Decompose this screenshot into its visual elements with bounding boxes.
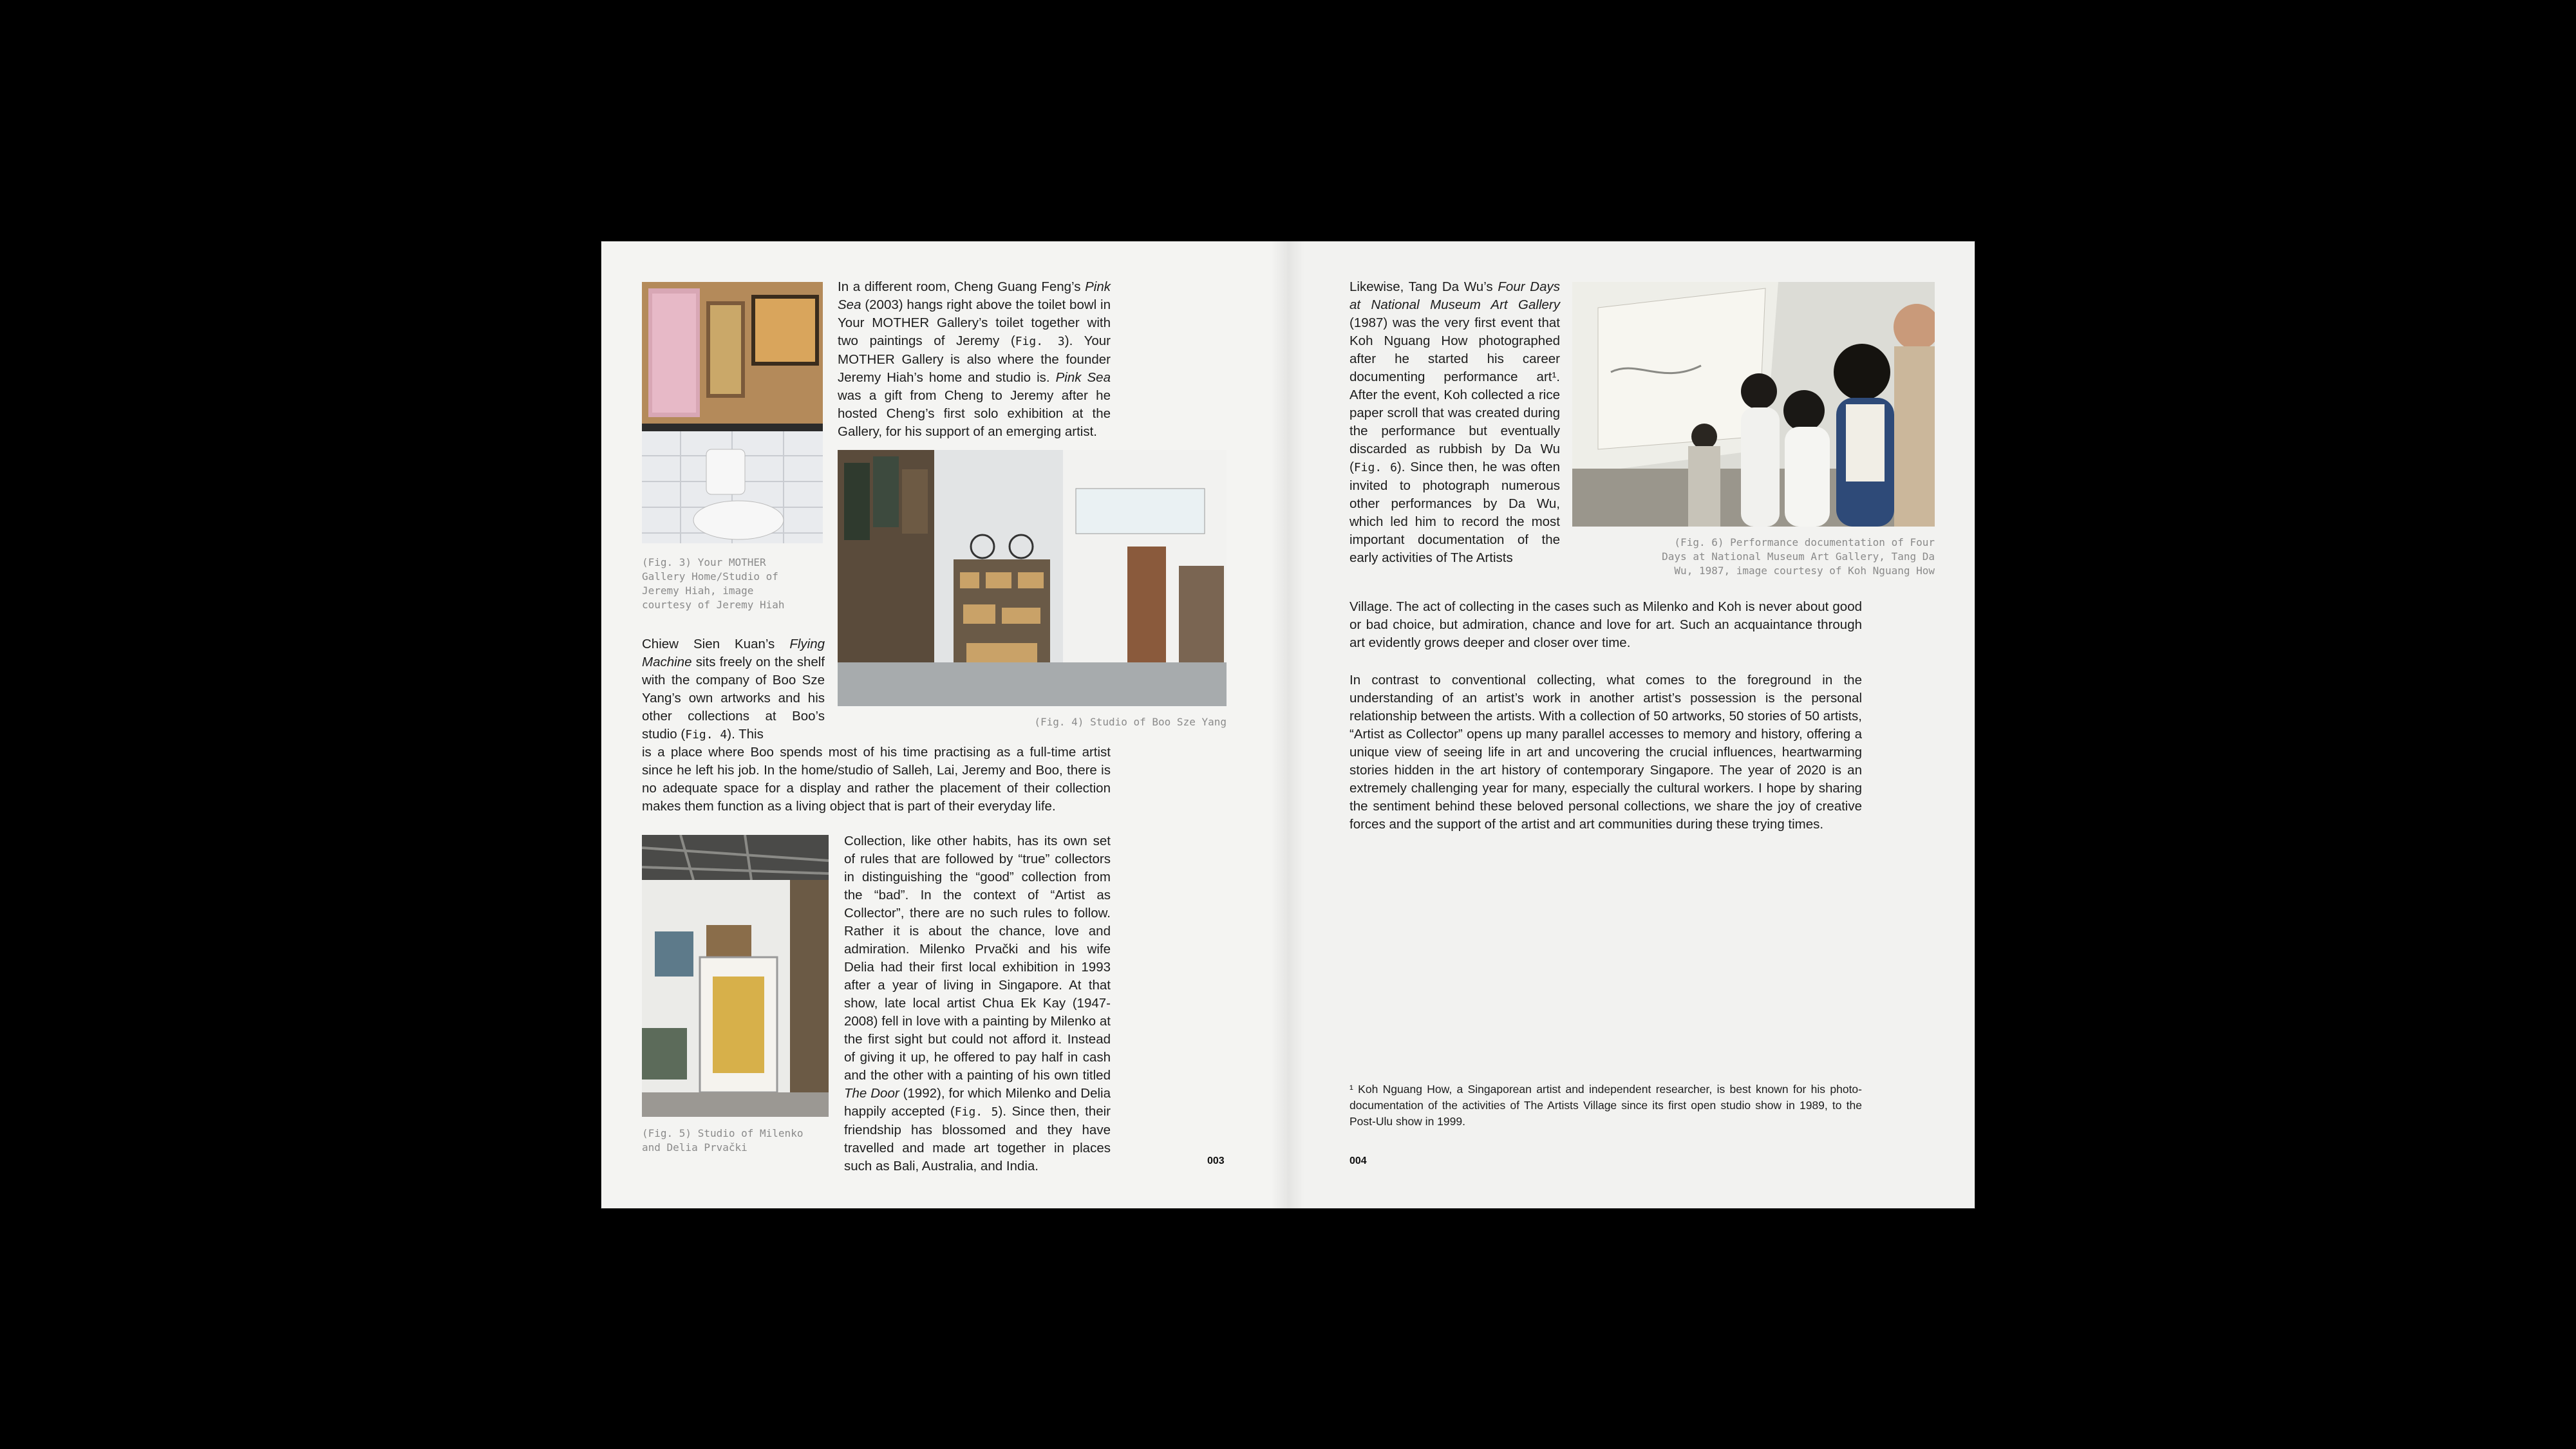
fig6-photo [1572,282,1935,527]
book-spread [601,241,1975,1208]
footnote: ¹ Koh Nguang How, a Singaporean artist and independent researcher, is best known for his photo-documentation of the activities of The Artists Village since its first open studio show in 1989, to the Post-Ulu show in 1999. [1349,1083,1862,1128]
left-page [601,241,1288,1208]
fig3-caption: (Fig. 3) Your MOTHER Gallery Home/Studio of Jeremy Hiah, image courtesy of Jeremy Hiah [642,556,785,611]
left-paragraph-1: In a different room, Cheng Guang Feng’s Pink Sea (2003) hangs right above the toilet bowl in Your MOTHER Gallery’s toilet together with two paintings of Jeremy (Fig. 3). Your MOTHER Gallery is also where the founder Jeremy Hiah’s home and studio is. Pink Sea was a gift from Cheng to Jeremy after he hosted Cheng’s first solo exhibition at the Gallery, for his support of an emerging artist. [838,279,1111,439]
fig5-caption: (Fig. 5) Studio of Milenko and Delia Prvački [642,1127,804,1154]
fig6-caption: (Fig. 6) Performance documentation of Four Days at National Museum Art Gallery, Tang Da Wu, 1987, image courtesy of Koh Nguang How [1662,536,1935,577]
fig3-photo [642,282,823,543]
page-number-right: 004 [1349,1155,1367,1166]
fig4-photo [838,450,1227,706]
fig5-photo [642,835,829,1117]
left-paragraph-3: Collection, like other habits, has its own set of rules that are followed by “true” collectors in distinguishing the “good” collection from the “bad”. In the context of “Artist as Collector”, there are no such rules to follow. Rather it is about the chance, love and admiration. Milenko Prvački and his wife Delia had their first local exhibition in 1993 after a year of living in Singapore. At that show, late local artist Chua Ek Kay (1947-2008) fell in love with a painting by Milenko at the first sight but could not afford it. Instead of giving it up, he offered to pay half in cash and the other with a painting of his own titled The Door (1992), for which Milenko and Delia happily accepted (Fig. 5). Since then, their friendship has blossomed and they have travelled and made art together in places such as Bali, Australia, and India. [844,834,1111,1173]
right-paragraph-2: In contrast to conventional collecting, what comes to the foreground in the understanding of an artist’s work in another artist’s possession is the personal relationship between the artists. With a collection of 50 artworks, 50 stories of 50 artists, “Artist as Collector” opens up many parallel accesses to memory and history, offering a unique view of seeing life in art and uncovering the crucial influences, heartwarming stories hidden in the art history of contemporary Singapore. The year of 2020 is an extremely challenging year for many, especially the cultural workers. I hope by sharing the sentiment behind these beloved personal collections, we share the joy of creative forces and the support of the artist and art communities during these trying times. [1349,673,1862,832]
right-paragraph-1-continued: Village. The act of collecting in the cases such as Milenko and Koh is never about good or bad choice, but admiration, chance and love for art. Such an acquaintance through art evidently grows deeper and closer over time. [1349,599,1862,650]
right-page [1288,241,1974,1208]
right-paragraph-1: Likewise, Tang Da Wu’s Four Days at National Museum Art Gallery (1987) was the very first event that Koh Nguang How photographed after he started his career documenting performance art¹. After the event, Koh collected a rice paper scroll that was created during the performance but eventually discarded as rubbish by Da Wu (Fig. 6). Since then, he was often invited to photograph numerous other performances by Da Wu, which led him to record the most important documentation of the early activities of The Artists [1349,279,1560,565]
book-gutter [1271,241,1304,1208]
fig4-caption: (Fig. 4) Studio of Boo Sze Yang [1034,716,1227,728]
left-paragraph-2-continued: is a place where Boo spends most of his time practising as a full-time artist since he left his job. In the home/studio of Salleh, Lai, Jeremy and Boo, there is no adequate space for a display and rather the placement of their collection makes them function as a living object that is part of their everyday life. [642,745,1111,814]
page-number-left: 003 [1207,1155,1225,1166]
left-paragraph-2: Chiew Sien Kuan’s Flying Machine sits freely on the shelf with the company of Boo Sze Yang’s own artworks and his other collections at Boo’s studio (Fig. 4). This [642,637,825,742]
